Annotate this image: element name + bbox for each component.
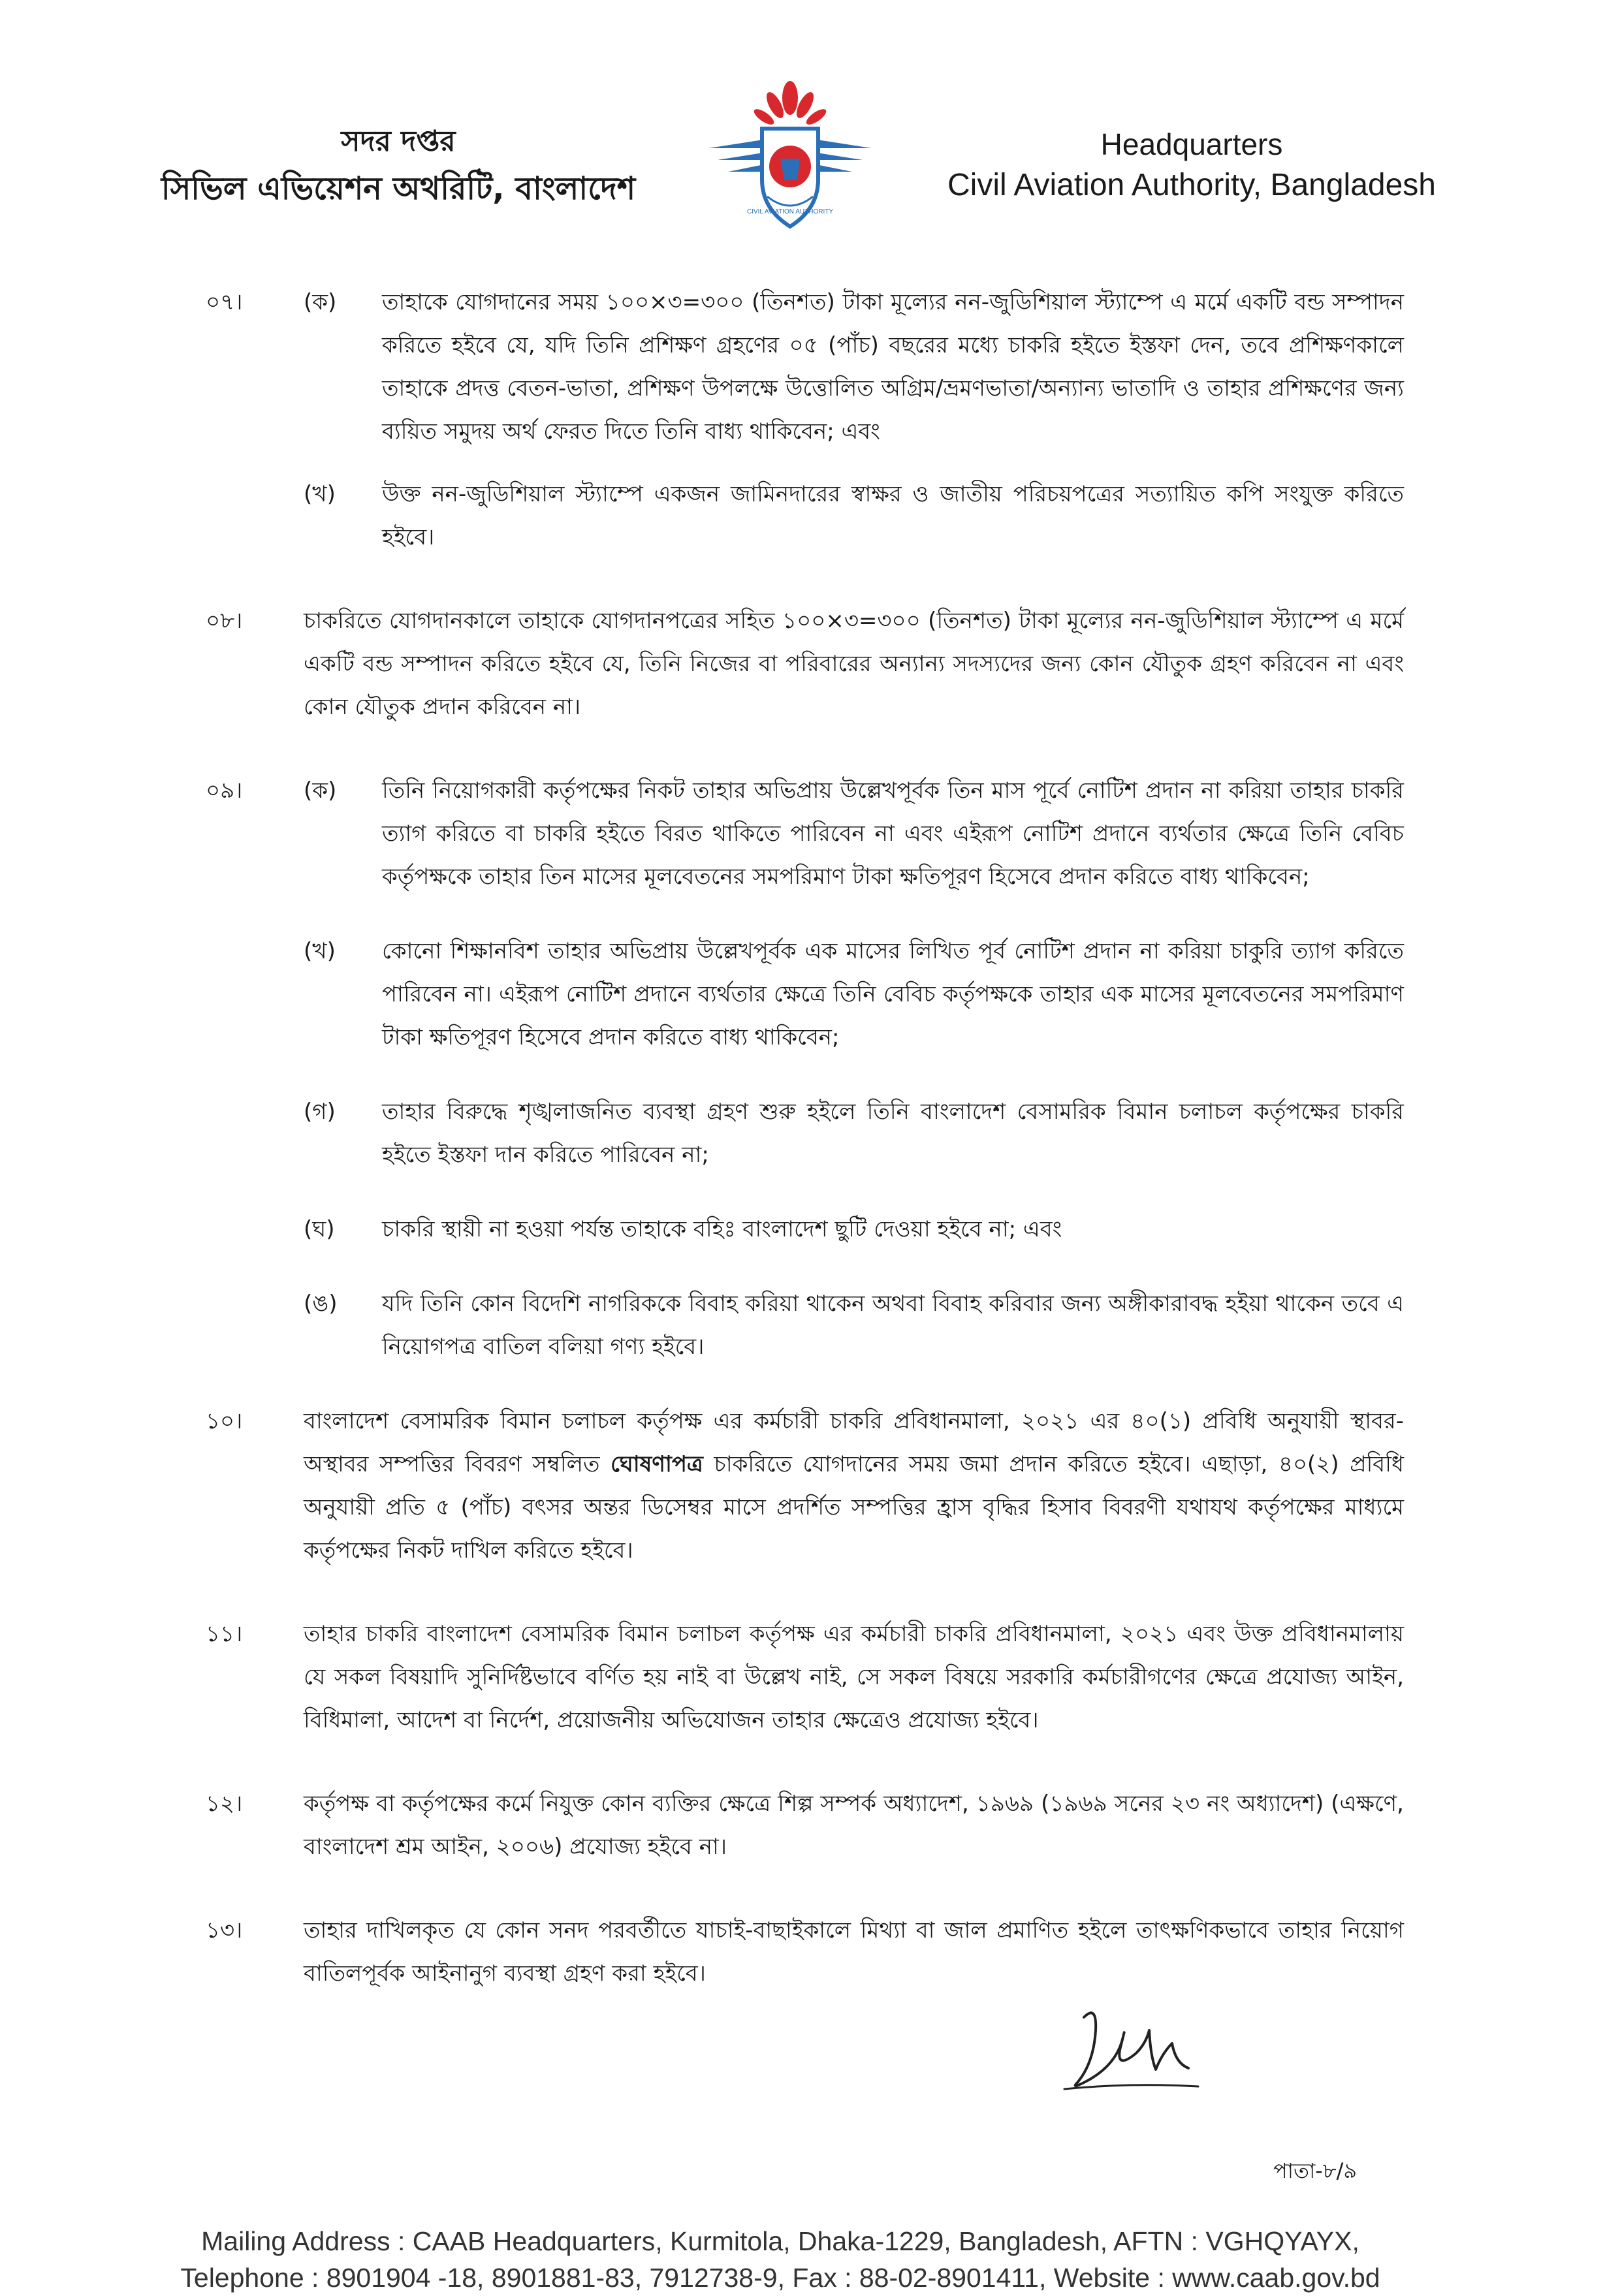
- subclause-09-a: [304, 769, 1404, 898]
- clause-text: তাহার চাকরি বাংলাদেশ বেসামরিক বিমান চলাচল কর্তৃপক্ষ এর কর্মচারী চাকরি প্রবিধানমালা, ২০২১ এবং উক্ত প্রবিধানমালায় যে সকল বিষয়াদি সুনির্দিষ্টভাবে বর্ণিত হয় নাই বা উল্লেখ নাই, সে সকল বিষয়ে সরকারি কর্মচারীগণের ক্ষেত্রে প্রযোজ্য আইন, বিধিমালা, আদেশ বা নির্দেশ, প্রয়োজনীয় অভিযোজন তাহার ক্ষেত্রেও প্রযোজ্য হইবে।: [304, 1621, 1404, 1733]
- clause-number: ০৯।: [206, 778, 243, 804]
- clause-text: [304, 1400, 1404, 1572]
- clause-text-part: বাংলাদেশ বেসামরিক বিমান চলাচল কর্তৃপক্ষ এর কর্মচারী চাকরি প্রবিধানমালা, ২০২১ এর ৪০(১) প্রবিধি অনুযায়ী স্থাবর-অস্থাবর সম্পত্তির বিবরণ সম্বলিত: [304, 1408, 1404, 1477]
- subclause-label: (খ): [304, 481, 336, 507]
- handwritten-signature: [1058, 1991, 1215, 2102]
- clause-text: কর্তৃপক্ষ বা কর্তৃপক্ষের কর্মে নিযুক্ত কোন ব্যক্তির ক্ষেত্রে শিল্প সম্পর্ক অধ্যাদেশ, ১৯৬৯ (১৯৬৯ সনের ২৩ নং অধ্যাদেশ) (এক্ষণে, বাংলাদেশ শ্রম আইন, ২০০৬) প্রযোজ্য হইবে না।: [304, 1791, 1404, 1860]
- clause-number: ১০।: [206, 1408, 243, 1434]
- clause-text: চাকরিতে যোগদানকালে তাহাকে যোগদানপত্রের সহিত ১০০×৩=৩০০ (তিনশত) টাকা মূল্যের নন-জুডিশিয়াল স্ট্যাম্পে এ মর্মে একটি বন্ড সম্পাদন করিতে হইবে যে, তিনি নিজের বা পরিবারের অন্যান্য সদস্যদের জন্য কোন যৌতুক গ্রহণ করিবেন না এবং কোন যৌতুক প্রদান করিবেন না।: [304, 608, 1404, 720]
- page-number: পাতা-৮/৯: [1273, 2158, 1358, 2183]
- clause-number: ১২।: [206, 1791, 243, 1817]
- subclause-label: (খ): [304, 938, 336, 964]
- declaration-bold: ঘোষণাপত্র: [611, 1451, 703, 1477]
- subclause-label: (ক): [304, 289, 337, 315]
- clause-number: ১১।: [206, 1621, 243, 1647]
- subclause-text: কোনো শিক্ষানবিশ তাহার অভিপ্রায় উল্লেখপূর্বক এক মাসের লিখিত পূর্ব নোটিশ প্রদান না করিয়া চাকুরি ত্যাগ করিতে পারিবেন না। এইরূপ নোটিশ প্রদানে ব্যর্থতার ক্ষেত্রে তিনি বেবিচ কর্তৃপক্ষকে তাহার এক মাসের মূলবেতনের সমপরিমাণ টাকা ক্ষতিপূরণ হিসেবে প্রদান করিতে বাধ্য থাকিবেন;: [382, 938, 1404, 1050]
- clause-text-part: চাকরিতে যোগদানের সময় জমা প্রদান করিতে হইবে। এছাড়া, ৪০(২) প্রবিধি অনুযায়ী প্রতি ৫ (পাঁচ) বৎসর অন্তর ডিসেম্বর মাসে প্রদর্শিত সম্পত্তির হ্রাস বৃদ্ধির হিসাব বিবরণী যথাযথ কর্তৃপক্ষের মাধ্যমে কর্তৃপক্ষের নিকট দাখিল করিতে হইবে।: [304, 1451, 1405, 1564]
- subclause-label: (গ): [304, 1099, 336, 1125]
- caab-logo: [702, 75, 878, 238]
- subclause-text: তাহাকে যোগদানের সময় ১০০×৩=৩০০ (তিনশত) টাকা মূল্যের নন-জুডিশিয়াল স্ট্যাম্পে এ মর্মে একটি বন্ড সম্পাদন করিতে হইবে যে, যদি তিনি প্রশিক্ষণ গ্রহণের ০৫ (পাঁচ) বছরের মধ্যে চাকরি হইতে ইস্তফা দেন, তবে প্রশিক্ষণকালে তাহাকে প্রদত্ত বেতন-ভাতা, প্রশিক্ষণ উপলক্ষে উত্তোলিত অগ্রিম/ভ্রমণভাতা/অন্যান্য ভাতাদি ও তাহার প্রশিক্ষণের জন্য ব্যয়িত সমুদয় অর্থ ফেরত দিতে তিনি বাধ্য থাকিবেন; এবং: [382, 289, 1404, 445]
- clause-text: তাহার দাখিলকৃত যে কোন সনদ পরবর্তীতে যাচাই-বাছাইকালে মিথ্যা বা জাল প্রমাণিত হইলে তাৎক্ষণিকভাবে তাহার নিয়োগ বাতিলপূর্বক আইনানুগ ব্যবস্থা গ্রহণ করা হইবে।: [304, 1917, 1404, 1987]
- clause-10: [206, 1400, 1404, 1572]
- subclause-text: তিনি নিয়োগকারী কর্তৃপক্ষের নিকট তাহার অভিপ্রায় উল্লেখপূর্বক তিন মাস পূর্বে নোটিশ প্রদান না করিয়া তাহার চাকরি ত্যাগ করিতে বা চাকরি হইতে বিরত থাকিতে পারিবেন না এবং এইরূপ নোটিশ প্রদানে ব্যর্থতার ক্ষেত্রে তিনি বেবিচ কর্তৃপক্ষকে তাহার তিন মাসের মূলবেতনের সমপরিমাণ টাকা ক্ষতিপূরণ হিসেবে প্রদান করিতে বাধ্য থাকিবেন;: [382, 778, 1404, 890]
- subclause-text: যদি তিনি কোন বিদেশি নাগরিককে বিবাহ করিয়া থাকেন অথবা বিবাহ করিবার জন্য অঙ্গীকারাবদ্ধ হইয়া থাকেন তবে এ নিয়োগপত্র বাতিল বলিয়া গণ্য হইবে।: [382, 1291, 1404, 1360]
- subclause-label: (ঘ): [304, 1216, 335, 1242]
- subclause-label: (ঙ): [304, 1291, 338, 1317]
- header-bn-authority: সিভিল এভিয়েশন অথরিটি, বাংলাদেশ: [161, 170, 636, 207]
- subclause-09-c: [304, 1090, 1404, 1176]
- subclause-09-d: [304, 1208, 1404, 1251]
- footer-contact: Telephone : 8901904 -18, 8901881-83, 7912738-9, Fax : 88-02-8901411, Website : www.caab.gov.bd: [180, 2263, 1380, 2293]
- clause-number: ০৭।: [206, 289, 243, 315]
- subclause-text: তাহার বিরুদ্ধে শৃঙ্খলাজনিত ব্যবস্থা গ্রহণ শুরু হইলে তিনি বাংলাদেশ বেসামরিক বিমান চলাচল কর্তৃপক্ষের চাকরি হইতে ইস্তফা দান করিতে পারিবেন না;: [382, 1099, 1404, 1168]
- clause-07: [206, 281, 1404, 559]
- footer-mailing-address: Mailing Address : CAAB Headquarters, Kurmitola, Dhaka-1229, Bangladesh, AFTN : VGHQYAYX,: [201, 2226, 1359, 2256]
- clause-number: ০৮।: [206, 608, 243, 634]
- letter-body: [206, 281, 1404, 1995]
- subclause-text: চাকরি স্থায়ী না হওয়া পর্যন্ত তাহাকে বহিঃ বাংলাদেশ ছুটি দেওয়া হইবে না; এবং: [382, 1216, 1062, 1242]
- clause-11: [206, 1612, 1404, 1742]
- clause-09: [206, 769, 1404, 1368]
- clause-number: ১৩।: [206, 1917, 243, 1943]
- subclause-09-b: [304, 930, 1404, 1059]
- subclause-07-b: [304, 473, 1404, 559]
- header-en-authority: Civil Aviation Authority, Bangladesh: [947, 168, 1436, 202]
- subclause-09-e: [304, 1282, 1404, 1368]
- header-en-office: Headquarters: [1100, 127, 1283, 161]
- header-bangla: [118, 121, 679, 215]
- clause-08: [206, 599, 1404, 729]
- subclause-label: (ক): [304, 778, 337, 804]
- clause-13: [206, 1909, 1404, 1995]
- footer: [78, 2223, 1482, 2296]
- subclause-07-a: [304, 281, 1404, 453]
- clause-12: [206, 1782, 1404, 1868]
- header-english: [908, 124, 1476, 206]
- logo-text: CIVIL AVIATION AUTHORITY: [746, 208, 834, 215]
- header-bn-office: সদর দপ্তর: [341, 125, 456, 158]
- subclause-text: উক্ত নন-জুডিশিয়াল স্ট্যাম্পে একজন জামিনদারের স্বাক্ষর ও জাতীয় পরিচয়পত্রের সত্যায়িত কপি সংযুক্ত করিতে হইবে।: [382, 481, 1404, 550]
